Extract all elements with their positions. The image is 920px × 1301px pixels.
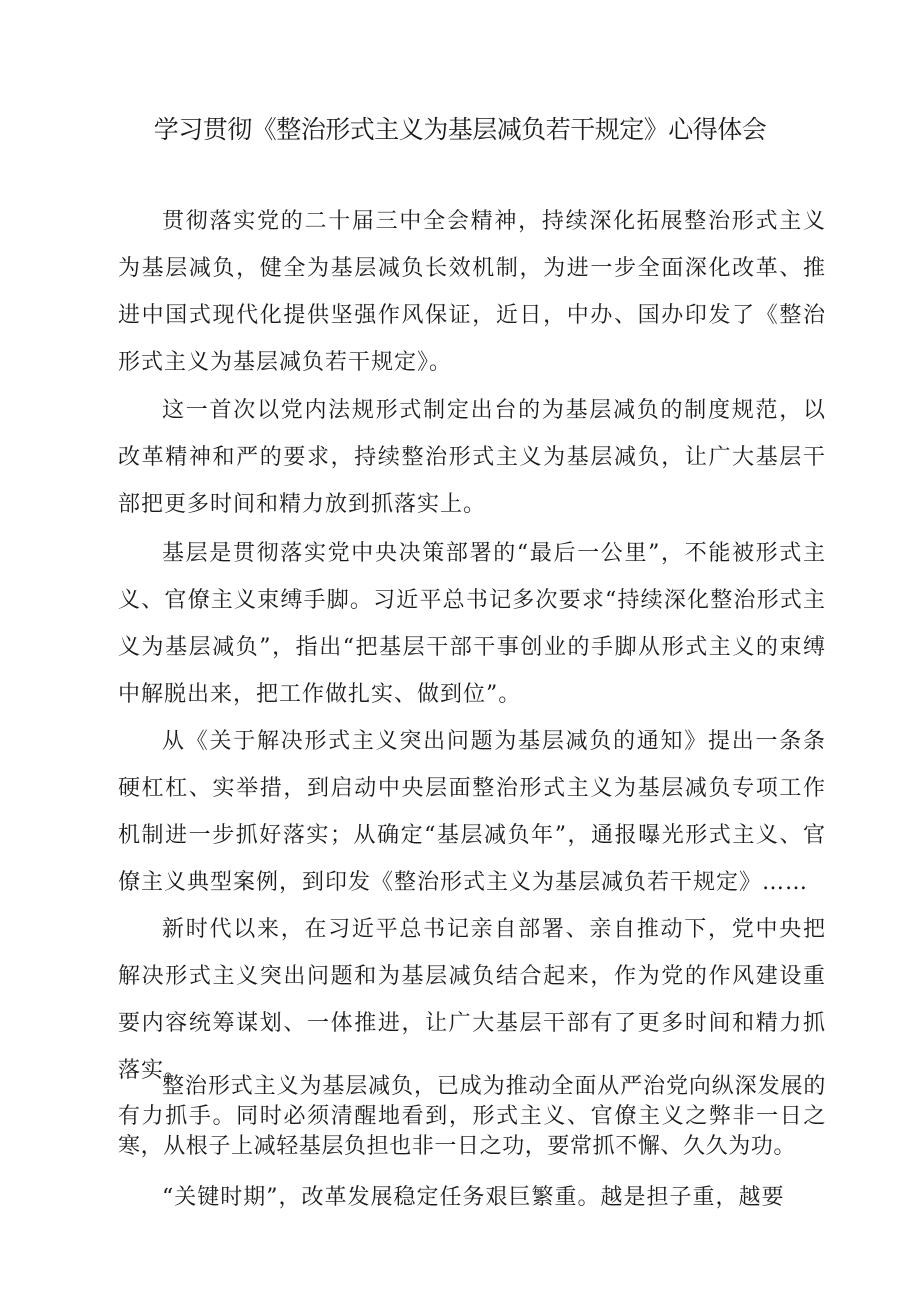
paragraph-4: 从《关于解决形式主义突出问题为基层减负的通知》提出一条条硬杠杠、实举措，到启动中央层面整治形式主义为基层减负专项工作机制进一步抓好落实；从确定“基层减负年”，通报曝光形式主义、官僚主义典型案例，到印发《整治形式主义为基层减负若干规定》…… — [118, 729, 826, 895]
paragraph-1: 贯彻落实党的二十届三中全会精神，持续深化拓展整治形式主义为基层减负，健全为基层减负长效机制，为进一步全面深化改革、推进中国式现代化提供坚强作风保证，近日，中办、国办印发了《整治形式主义为基层减负若干规定》。 — [118, 209, 826, 375]
paragraph-2: 这一首次以党内法规形式制定出台的为基层减负的制度规范，以改革精神和严的要求，持续整治形式主义为基层减负，让广大基层干部把更多时间和精力放到抓落实上。 — [118, 398, 826, 517]
document-title: 学习贯彻《整治形式主义为基层减负若干规定》心得体会 — [153, 115, 767, 144]
paragraph-6: 整治形式主义为基层减负，已成为推动全面从严治党向纵深发展的有力抓手。同时必须清醒地看到，形式主义、官僚主义之弊非一日之寒，从根子上减轻基层负担也非一日之功，要常抓不懈、久久为功。 — [118, 1074, 826, 1159]
paragraph-3: 基层是贯彻落实党中央决策部署的“最后一公里”，不能被形式主义、官僚主义束缚手脚。习近平总书记多次要求“持续深化整治形式主义为基层减负”，指出“把基层干部干事创业的手脚从形式主义的束缚中解脱出来，把工作做扎实、做到位”。 — [118, 541, 826, 707]
paragraph-7: “关键时期”，改革发展稳定任务艰巨繁重。越是担子重，越要 — [162, 1185, 785, 1210]
paragraph-5: 新时代以来，在习近平总书记亲自部署、亲自推动下，党中央把解决形式主义突出问题和为基层减负结合起来，作为党的作风建设重要内容统筹谋划、一体推进，让广大基层干部有了更多时间和精力抓落实。 — [118, 917, 826, 1083]
